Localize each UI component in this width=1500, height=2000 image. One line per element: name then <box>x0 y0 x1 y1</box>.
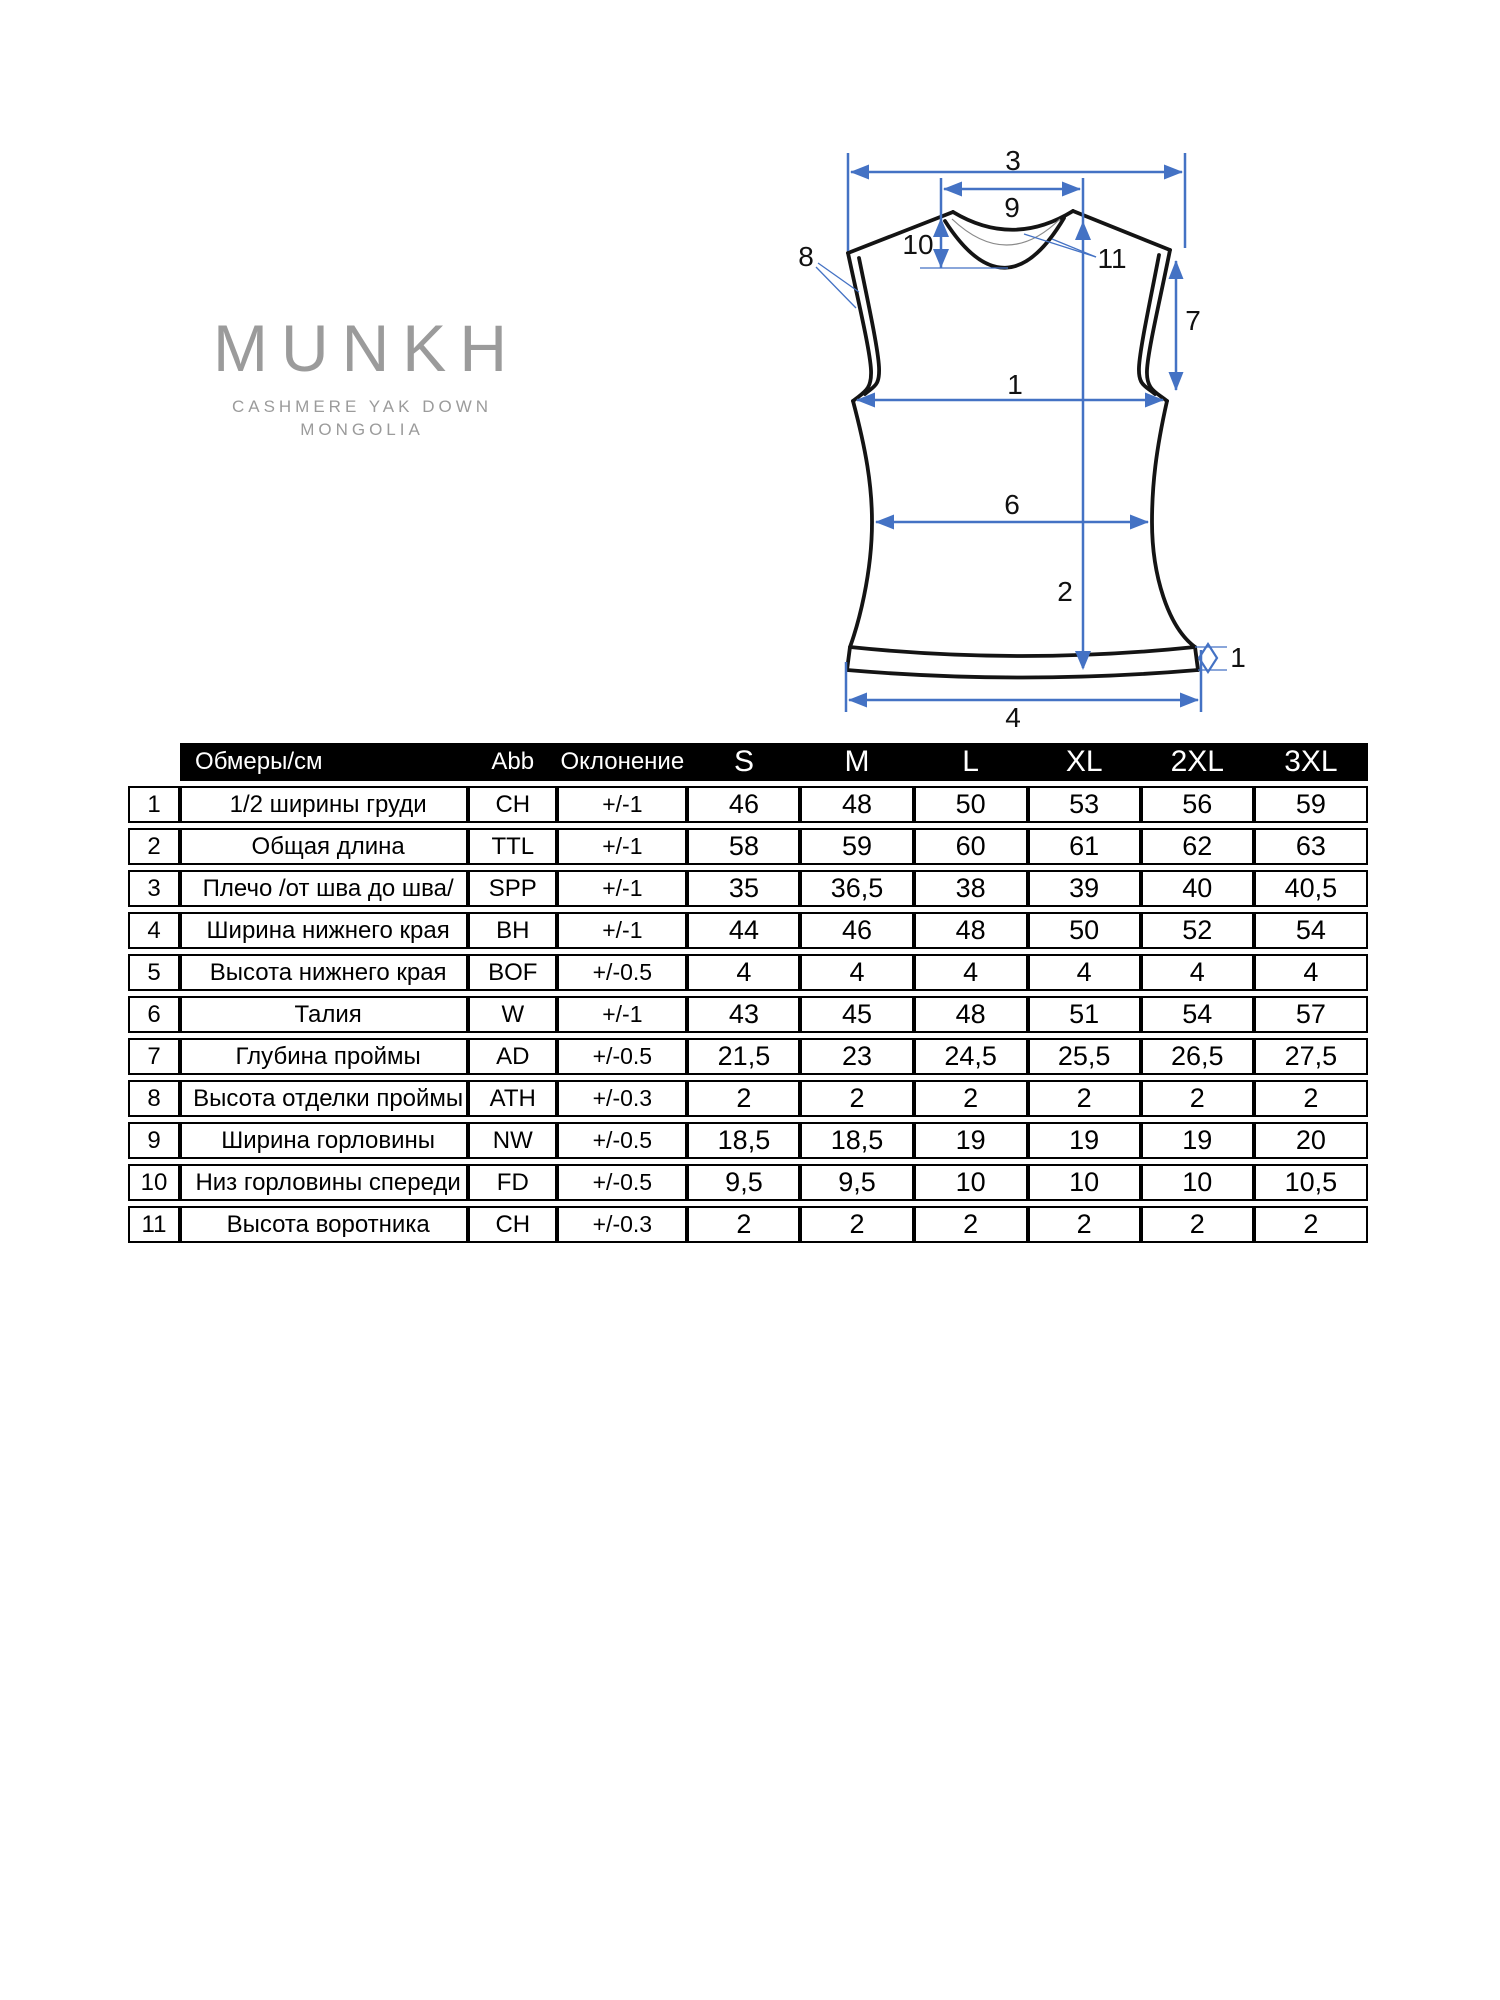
measure-value: 54 <box>1254 912 1368 949</box>
measure-value: 40,5 <box>1254 870 1368 907</box>
measure-value: 10 <box>1141 1164 1254 1201</box>
dimension-lines <box>816 153 1227 712</box>
measure-tolerance: +/-1 <box>557 996 687 1033</box>
measure-value: 21,5 <box>687 1038 800 1075</box>
measure-abbreviation: TTL <box>468 828 557 865</box>
measure-value: 51 <box>1028 996 1141 1033</box>
measure-value: 4 <box>1254 954 1368 991</box>
vest-outline <box>847 211 1198 678</box>
measure-value: 20 <box>1254 1122 1368 1159</box>
measure-value: 59 <box>800 828 913 865</box>
measure-value: 26,5 <box>1141 1038 1254 1075</box>
row-number: 8 <box>128 1080 180 1117</box>
row-number: 4 <box>128 912 180 949</box>
measure-value: 2 <box>1254 1206 1368 1243</box>
header-abbreviation: Abb <box>468 743 557 781</box>
table-row <box>128 786 1368 823</box>
measure-value: 10 <box>914 1164 1028 1201</box>
header-size-s: S <box>687 743 800 781</box>
measure-value: 2 <box>914 1080 1028 1117</box>
measure-value: 39 <box>1028 870 1141 907</box>
measure-value: 25,5 <box>1028 1038 1141 1075</box>
measure-value: 48 <box>914 996 1028 1033</box>
measure-value: 9,5 <box>687 1164 800 1201</box>
header-tolerance: Оклонение <box>557 743 687 781</box>
measure-value: 4 <box>914 954 1028 991</box>
measure-value: 60 <box>914 828 1028 865</box>
table-row <box>128 870 1368 907</box>
size-table-header <box>128 743 1368 781</box>
measure-value: 53 <box>1028 786 1141 823</box>
measure-name: Низ горловины спереди <box>180 1164 468 1201</box>
measure-value: 52 <box>1141 912 1254 949</box>
measure-value: 61 <box>1028 828 1141 865</box>
measure-abbreviation: FD <box>468 1164 557 1201</box>
measure-value: 4 <box>800 954 913 991</box>
measure-value: 2 <box>800 1080 913 1117</box>
dim-label-length: 2 <box>1057 576 1073 607</box>
measure-value: 50 <box>914 786 1028 823</box>
measure-tolerance: +/-0.5 <box>557 954 687 991</box>
measure-value: 56 <box>1141 786 1254 823</box>
measure-value: 2 <box>1028 1080 1141 1117</box>
measure-value: 36,5 <box>800 870 913 907</box>
measure-name: Талия <box>180 996 468 1033</box>
brand-tagline-line1: CASHMERE YAK DOWN <box>231 397 493 416</box>
measure-value: 4 <box>1028 954 1141 991</box>
header-size-xl: XL <box>1028 743 1141 781</box>
measure-value: 2 <box>914 1206 1028 1243</box>
table-row <box>128 1122 1368 1159</box>
brand-tagline-line2: MONGOLIA <box>300 420 424 439</box>
header-corner <box>128 743 180 781</box>
measure-abbreviation: CH <box>468 786 557 823</box>
measure-name: Высота воротника <box>180 1206 468 1243</box>
dim-label-chest: 1 <box>1007 369 1023 400</box>
measure-name: Высота отделки проймы <box>180 1080 468 1117</box>
dim-label-bottom-band: 1 <box>1230 642 1246 673</box>
garment-diagram <box>780 120 1250 740</box>
measure-value: 44 <box>687 912 800 949</box>
table-row <box>128 912 1368 949</box>
measure-value: 9,5 <box>800 1164 913 1201</box>
measure-abbreviation: NW <box>468 1122 557 1159</box>
measure-name: Плечо /от шва до шва/ <box>180 870 468 907</box>
measure-tolerance: +/-1 <box>557 870 687 907</box>
measure-value: 57 <box>1254 996 1368 1033</box>
table-row <box>128 828 1368 865</box>
row-number: 3 <box>128 870 180 907</box>
header-size-m: M <box>800 743 913 781</box>
dim-label-armhole-trim: 8 <box>798 241 814 272</box>
measure-value: 27,5 <box>1254 1038 1368 1075</box>
measure-abbreviation: ATH <box>468 1080 557 1117</box>
measure-value: 2 <box>687 1206 800 1243</box>
measure-tolerance: +/-0.3 <box>557 1080 687 1117</box>
measure-value: 18,5 <box>687 1122 800 1159</box>
measure-tolerance: +/-0.5 <box>557 1164 687 1201</box>
row-number: 11 <box>128 1206 180 1243</box>
table-row <box>128 1080 1368 1117</box>
measure-abbreviation: SPP <box>468 870 557 907</box>
measure-value: 40 <box>1141 870 1254 907</box>
measure-abbreviation: BOF <box>468 954 557 991</box>
measure-name: Ширина нижнего края <box>180 912 468 949</box>
dim-label-neck-width: 9 <box>1004 192 1020 223</box>
dim-label-shoulder: 3 <box>1005 145 1021 176</box>
measure-value: 2 <box>687 1080 800 1117</box>
measure-tolerance: +/-1 <box>557 786 687 823</box>
row-number: 10 <box>128 1164 180 1201</box>
dim-label-bottom-width: 4 <box>1005 702 1021 733</box>
measure-value: 2 <box>1141 1080 1254 1117</box>
measure-name: Высота нижнего края <box>180 954 468 991</box>
measure-value: 35 <box>687 870 800 907</box>
header-size-3xl: 3XL <box>1254 743 1368 781</box>
measure-value: 4 <box>1141 954 1254 991</box>
dim-label-collar: 11 <box>1097 243 1127 274</box>
measure-value: 50 <box>1028 912 1141 949</box>
measure-tolerance: +/-1 <box>557 828 687 865</box>
measure-value: 4 <box>687 954 800 991</box>
measure-value: 19 <box>1028 1122 1141 1159</box>
measure-abbreviation: W <box>468 996 557 1033</box>
measure-value: 2 <box>1254 1080 1368 1117</box>
measure-name: Глубина проймы <box>180 1038 468 1075</box>
measure-value: 19 <box>914 1122 1028 1159</box>
measure-abbreviation: CH <box>468 1206 557 1243</box>
table-row <box>128 1206 1368 1243</box>
size-table <box>128 738 1368 1248</box>
measure-value: 63 <box>1254 828 1368 865</box>
header-size-l: L <box>914 743 1028 781</box>
measure-tolerance: +/-0.3 <box>557 1206 687 1243</box>
measure-value: 10 <box>1028 1164 1141 1201</box>
measure-value: 24,5 <box>914 1038 1028 1075</box>
table-row <box>128 1164 1368 1201</box>
measure-value: 23 <box>800 1038 913 1075</box>
measure-name: 1/2 ширины груди <box>180 786 468 823</box>
measure-abbreviation: BH <box>468 912 557 949</box>
brand-logo <box>160 311 560 441</box>
row-number: 5 <box>128 954 180 991</box>
measure-value: 46 <box>687 786 800 823</box>
measure-value: 62 <box>1141 828 1254 865</box>
row-number: 1 <box>128 786 180 823</box>
measure-name: Ширина горловины <box>180 1122 468 1159</box>
measure-name: Общая длина <box>180 828 468 865</box>
brand-tagline <box>160 395 560 441</box>
row-number: 6 <box>128 996 180 1033</box>
dim-label-front-neck-drop: 10 <box>902 229 934 260</box>
measure-value: 43 <box>687 996 800 1033</box>
measure-value: 46 <box>800 912 913 949</box>
measure-value: 2 <box>1028 1206 1141 1243</box>
measure-value: 59 <box>1254 786 1368 823</box>
measure-value: 45 <box>800 996 913 1033</box>
row-number: 2 <box>128 828 180 865</box>
table-row <box>128 996 1368 1033</box>
size-table-body <box>128 786 1368 1243</box>
header-measure-name: Обмеры/см <box>180 743 468 781</box>
measure-tolerance: +/-1 <box>557 912 687 949</box>
dim-label-armhole-depth: 7 <box>1185 305 1201 336</box>
dim-label-waist: 6 <box>1004 489 1020 520</box>
measure-value: 2 <box>800 1206 913 1243</box>
brand-name: MUNKH <box>213 311 520 385</box>
measure-value: 19 <box>1141 1122 1254 1159</box>
measure-value: 54 <box>1141 996 1254 1033</box>
measure-tolerance: +/-0.5 <box>557 1122 687 1159</box>
measure-value: 10,5 <box>1254 1164 1368 1201</box>
measure-tolerance: +/-0.5 <box>557 1038 687 1075</box>
measure-value: 2 <box>1141 1206 1254 1243</box>
table-row <box>128 954 1368 991</box>
measure-value: 18,5 <box>800 1122 913 1159</box>
measure-abbreviation: AD <box>468 1038 557 1075</box>
measure-value: 48 <box>914 912 1028 949</box>
table-row <box>128 1038 1368 1075</box>
header-size-2xl: 2XL <box>1141 743 1254 781</box>
measure-value: 38 <box>914 870 1028 907</box>
row-number: 7 <box>128 1038 180 1075</box>
measure-value: 58 <box>687 828 800 865</box>
measure-value: 48 <box>800 786 913 823</box>
row-number: 9 <box>128 1122 180 1159</box>
